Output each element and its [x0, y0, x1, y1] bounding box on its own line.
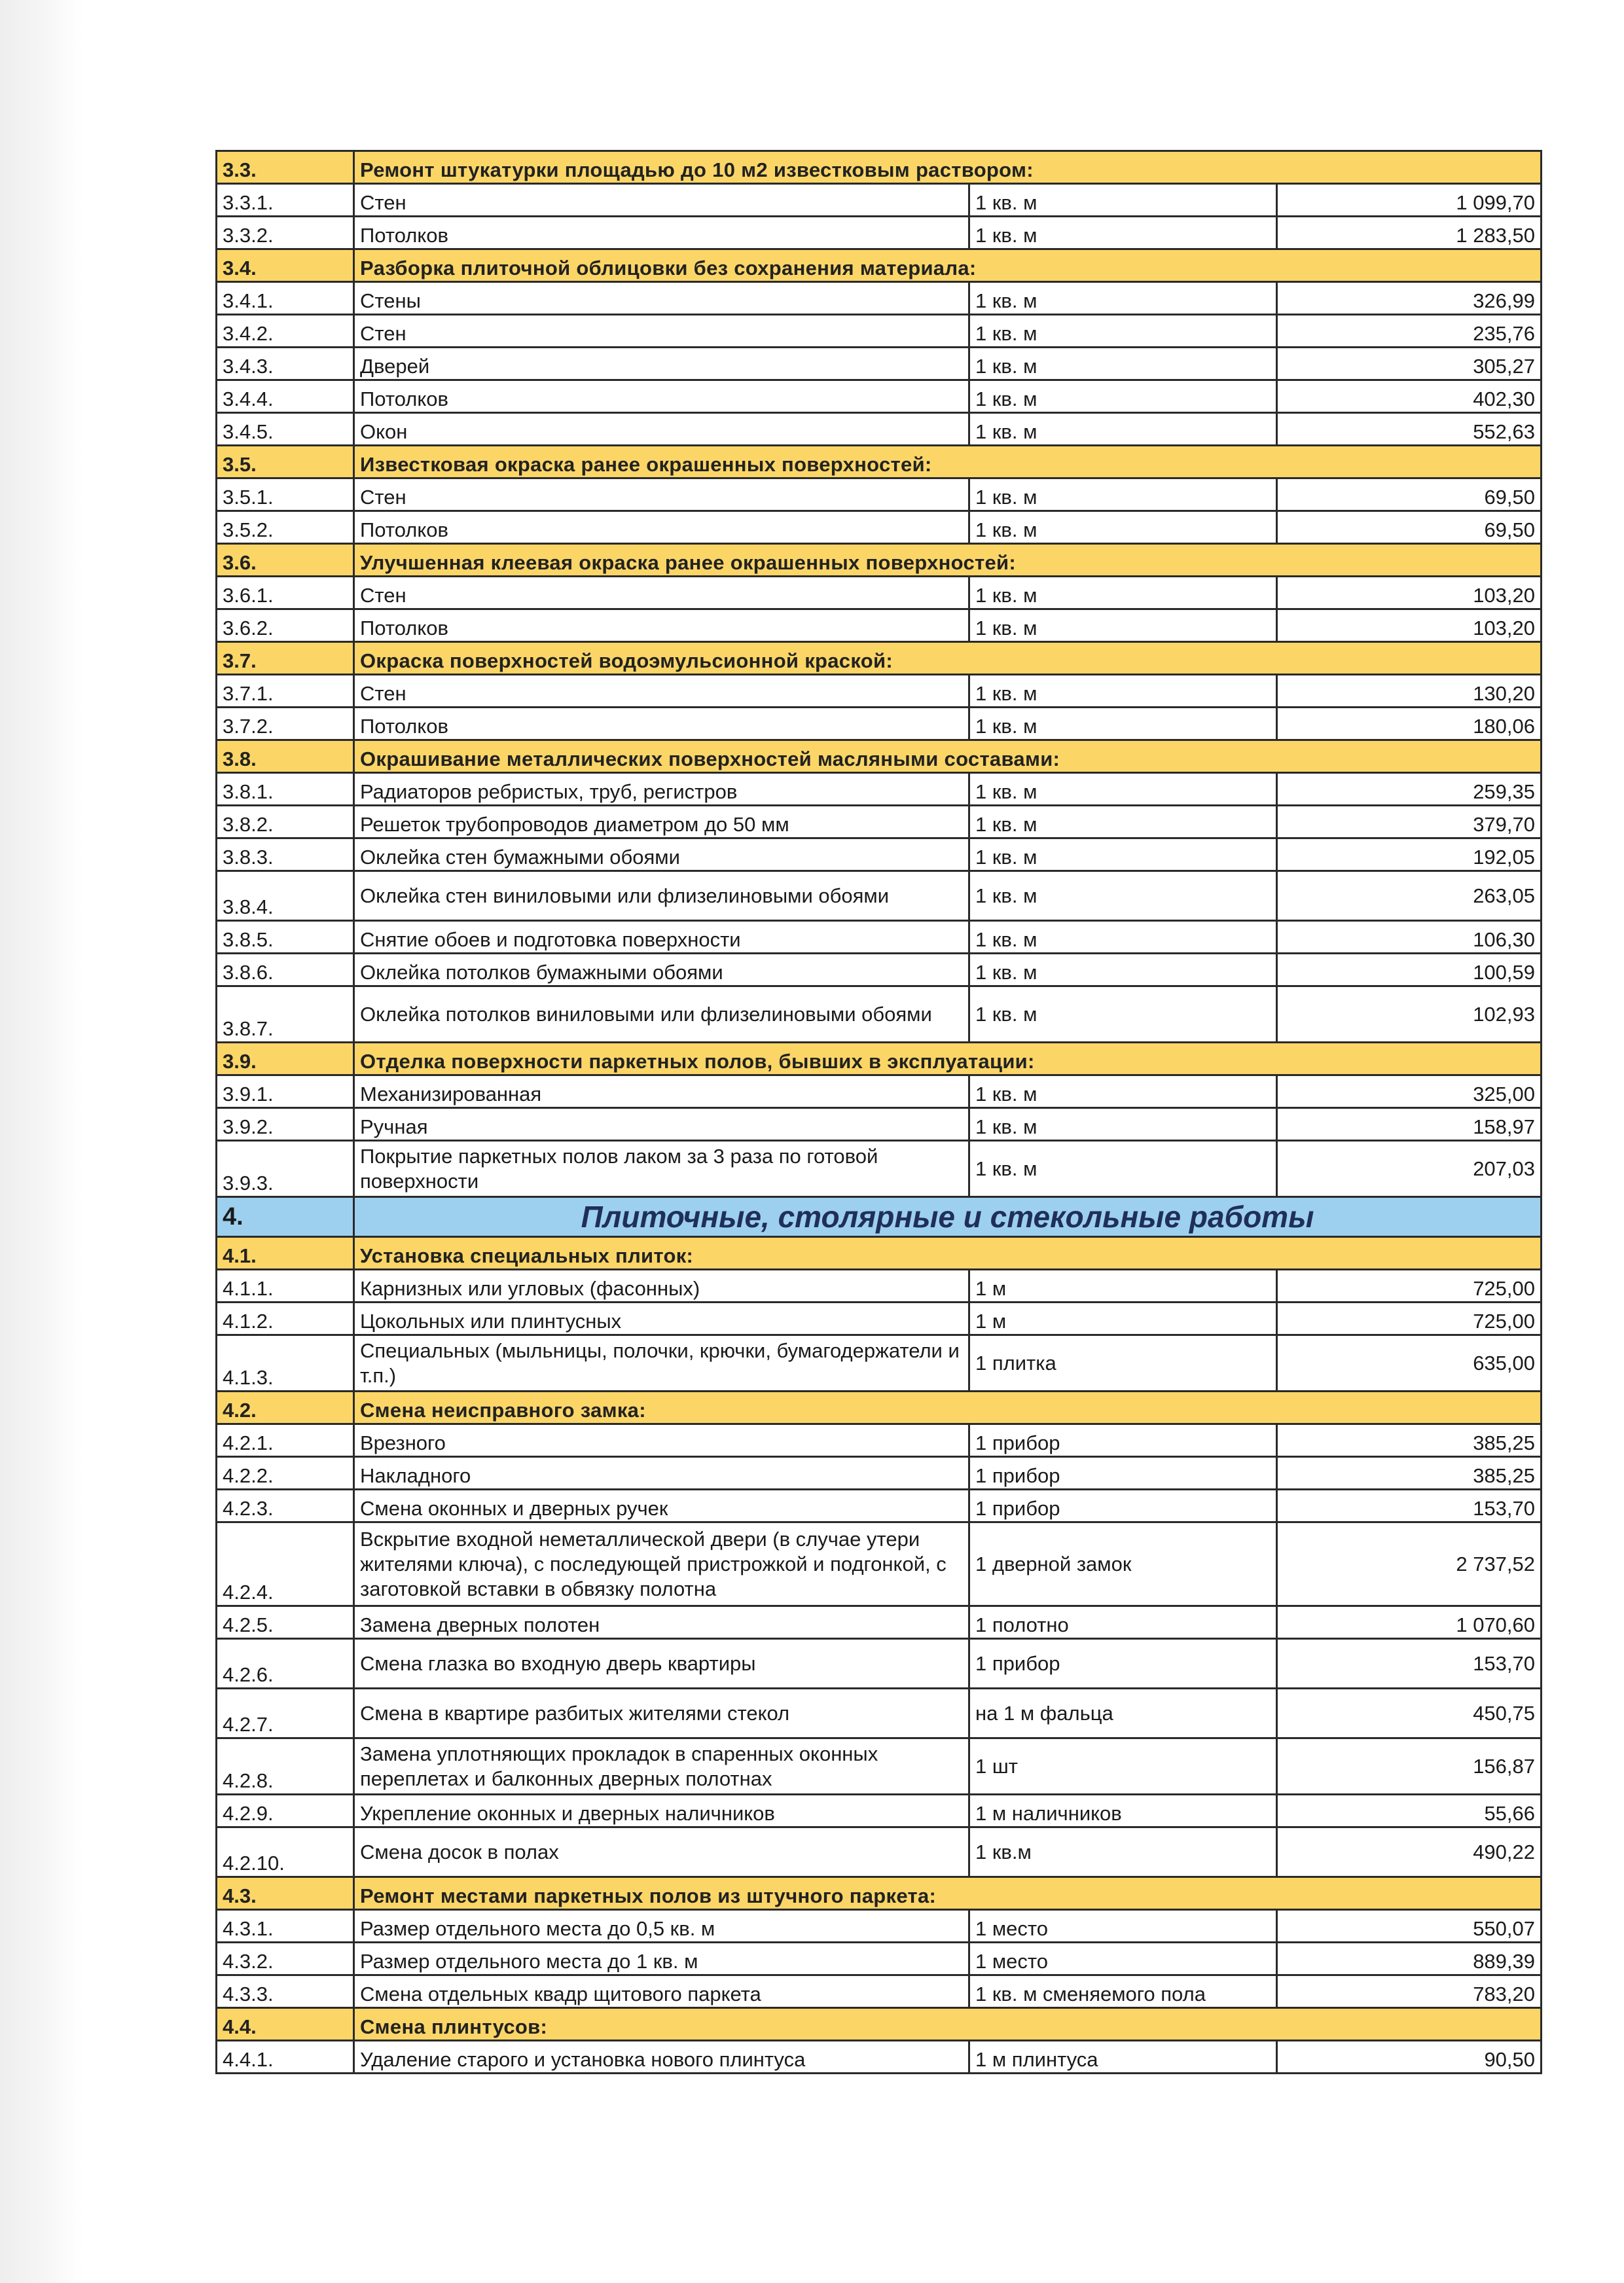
item-name: Окон [354, 413, 969, 446]
item-unit: 1 кв.м [969, 1827, 1277, 1877]
table-row [217, 986, 1542, 1043]
item-price: 102,93 [1277, 986, 1542, 1043]
table-row [217, 282, 1542, 315]
section-number: 3.4. [217, 249, 354, 282]
item-unit: 1 кв. м [969, 348, 1277, 380]
item-name: Оклейка потолков виниловыми или флизелиновыми обоями [354, 986, 969, 1043]
section-header-row [217, 446, 1542, 478]
item-price: 305,27 [1277, 348, 1542, 380]
table-row [217, 1639, 1542, 1689]
item-unit: 1 м [969, 1270, 1277, 1303]
item-number: 4.4.1. [217, 2041, 354, 2074]
item-name: Стен [354, 675, 969, 708]
section-title: Разборка плиточной облицовки без сохранения материала: [354, 249, 1542, 282]
item-number: 3.9.1. [217, 1075, 354, 1108]
table-row [217, 675, 1542, 708]
item-price: 550,07 [1277, 1910, 1542, 1943]
table-row [217, 1738, 1542, 1795]
table-row [217, 806, 1542, 838]
section-header-row [217, 1392, 1542, 1424]
item-number: 3.6.1. [217, 577, 354, 609]
item-number: 3.7.2. [217, 708, 354, 740]
item-price: 490,22 [1277, 1827, 1542, 1877]
section-number: 3.9. [217, 1043, 354, 1075]
section-number: 3.5. [217, 446, 354, 478]
item-name: Замена дверных полотен [354, 1606, 969, 1639]
item-number: 3.9.3. [217, 1141, 354, 1197]
price-table-body [217, 151, 1542, 2074]
section-header-row [217, 544, 1542, 577]
item-price: 192,05 [1277, 838, 1542, 871]
item-number: 3.8.2. [217, 806, 354, 838]
item-name: Решеток трубопроводов диаметром до 50 мм [354, 806, 969, 838]
section-title: Смена плинтусов: [354, 2008, 1542, 2041]
item-number: 4.1.3. [217, 1335, 354, 1392]
item-price: 100,59 [1277, 954, 1542, 986]
chapter-number: 4. [217, 1197, 354, 1237]
item-name: Радиаторов ребристых, труб, регистров [354, 773, 969, 806]
item-unit: 1 кв. м [969, 708, 1277, 740]
item-unit: 1 кв. м [969, 380, 1277, 413]
table-row [217, 1457, 1542, 1490]
item-name: Потолков [354, 708, 969, 740]
item-unit: 1 кв. м [969, 217, 1277, 249]
item-price: 103,20 [1277, 609, 1542, 642]
item-name: Карнизных или угловых (фасонных) [354, 1270, 969, 1303]
item-unit: 1 кв. м [969, 511, 1277, 544]
table-row [217, 1689, 1542, 1738]
item-number: 4.3.1. [217, 1910, 354, 1943]
item-price: 783,20 [1277, 1975, 1542, 2008]
item-unit: 1 прибор [969, 1457, 1277, 1490]
table-row [217, 1490, 1542, 1522]
item-unit: 1 кв. м [969, 1141, 1277, 1197]
table-row [217, 315, 1542, 348]
table-row [217, 2041, 1542, 2074]
item-price: 153,70 [1277, 1490, 1542, 1522]
table-row [217, 838, 1542, 871]
item-name: Цокольных или плинтусных [354, 1303, 969, 1335]
section-header-row [217, 1237, 1542, 1270]
section-title: Установка специальных плиток: [354, 1237, 1542, 1270]
table-row [217, 1141, 1542, 1197]
item-name: Потолков [354, 217, 969, 249]
table-row [217, 1795, 1542, 1827]
table-row [217, 1108, 1542, 1141]
chapter-title: Плиточные, столярные и стекольные работы [354, 1197, 1542, 1237]
item-price: 385,25 [1277, 1424, 1542, 1457]
item-number: 3.3.2. [217, 217, 354, 249]
table-row [217, 348, 1542, 380]
item-number: 4.3.3. [217, 1975, 354, 2008]
section-header-row [217, 1877, 1542, 1910]
item-unit: 1 кв. м [969, 773, 1277, 806]
item-price: 635,00 [1277, 1335, 1542, 1392]
table-row [217, 380, 1542, 413]
item-unit: 1 кв. м [969, 478, 1277, 511]
item-price: 2 737,52 [1277, 1522, 1542, 1606]
item-unit: 1 кв. м [969, 675, 1277, 708]
item-number: 4.2.1. [217, 1424, 354, 1457]
item-number: 4.3.2. [217, 1943, 354, 1975]
item-name: Ручная [354, 1108, 969, 1141]
section-title: Отделка поверхности паркетных полов, бывших в эксплуатации: [354, 1043, 1542, 1075]
section-number: 3.3. [217, 151, 354, 184]
item-name: Потолков [354, 511, 969, 544]
item-unit: 1 кв. м [969, 413, 1277, 446]
item-name: Удаление старого и установка нового плинтуса [354, 2041, 969, 2074]
item-price: 55,66 [1277, 1795, 1542, 1827]
section-number: 4.1. [217, 1237, 354, 1270]
table-row [217, 511, 1542, 544]
item-price: 103,20 [1277, 577, 1542, 609]
table-row [217, 184, 1542, 217]
item-price: 1 283,50 [1277, 217, 1542, 249]
item-name: Оклейка потолков бумажными обоями [354, 954, 969, 986]
item-number: 4.1.2. [217, 1303, 354, 1335]
item-name: Механизированная [354, 1075, 969, 1108]
item-unit: 1 место [969, 1943, 1277, 1975]
item-number: 3.5.1. [217, 478, 354, 511]
item-name: Потолков [354, 380, 969, 413]
item-name: Оклейка стен виниловыми или флизелиновыми обоями [354, 871, 969, 921]
item-price: 326,99 [1277, 282, 1542, 315]
item-price: 263,05 [1277, 871, 1542, 921]
table-row [217, 871, 1542, 921]
item-name: Укрепление оконных и дверных наличников [354, 1795, 969, 1827]
item-number: 3.8.4. [217, 871, 354, 921]
section-header-row [217, 740, 1542, 773]
item-number: 4.2.7. [217, 1689, 354, 1738]
item-name: Стен [354, 478, 969, 511]
table-row [217, 1975, 1542, 2008]
item-unit: 1 кв. м [969, 838, 1277, 871]
section-header-row [217, 2008, 1542, 2041]
item-name: Дверей [354, 348, 969, 380]
item-name: Размер отдельного места до 0,5 кв. м [354, 1910, 969, 1943]
section-number: 4.4. [217, 2008, 354, 2041]
section-header-row [217, 1043, 1542, 1075]
item-price: 552,63 [1277, 413, 1542, 446]
section-title: Ремонт штукатурки площадью до 10 м2 известковым раствором: [354, 151, 1542, 184]
item-name: Смена глазка во входную дверь квартиры [354, 1639, 969, 1689]
item-price: 207,03 [1277, 1141, 1542, 1197]
item-number: 3.8.1. [217, 773, 354, 806]
item-unit: 1 кв. м [969, 184, 1277, 217]
item-price: 450,75 [1277, 1689, 1542, 1738]
section-title: Известковая окраска ранее окрашенных поверхностей: [354, 446, 1542, 478]
item-unit: 1 место [969, 1910, 1277, 1943]
section-number: 4.2. [217, 1392, 354, 1424]
item-number: 3.4.1. [217, 282, 354, 315]
item-unit: на 1 м фальца [969, 1689, 1277, 1738]
item-price: 69,50 [1277, 478, 1542, 511]
table-row [217, 954, 1542, 986]
table-row [217, 577, 1542, 609]
section-title: Смена неисправного замка: [354, 1392, 1542, 1424]
section-number: 3.6. [217, 544, 354, 577]
item-number: 4.2.9. [217, 1795, 354, 1827]
item-price: 379,70 [1277, 806, 1542, 838]
table-row [217, 1270, 1542, 1303]
item-name: Покрытие паркетных полов лаком за 3 раза по готовой поверхности [354, 1141, 969, 1197]
table-row [217, 478, 1542, 511]
item-name: Стены [354, 282, 969, 315]
item-price: 1 070,60 [1277, 1606, 1542, 1639]
item-price: 725,00 [1277, 1303, 1542, 1335]
item-unit: 1 кв. м [969, 282, 1277, 315]
item-number: 4.2.8. [217, 1738, 354, 1795]
item-number: 3.8.7. [217, 986, 354, 1043]
table-row [217, 1827, 1542, 1877]
item-number: 4.2.3. [217, 1490, 354, 1522]
item-price: 325,00 [1277, 1075, 1542, 1108]
item-unit: 1 кв. м [969, 315, 1277, 348]
item-unit: 1 кв. м [969, 577, 1277, 609]
price-table [215, 150, 1542, 2074]
item-name: Оклейка стен бумажными обоями [354, 838, 969, 871]
item-unit: 1 м плинтуса [969, 2041, 1277, 2074]
item-name: Накладного [354, 1457, 969, 1490]
item-price: 235,76 [1277, 315, 1542, 348]
section-title: Окрашивание металлических поверхностей масляными составами: [354, 740, 1542, 773]
table-row [217, 1910, 1542, 1943]
item-name: Потолков [354, 609, 969, 642]
item-number: 3.4.4. [217, 380, 354, 413]
item-price: 130,20 [1277, 675, 1542, 708]
section-header-row [217, 151, 1542, 184]
item-price: 156,87 [1277, 1738, 1542, 1795]
table-row [217, 1075, 1542, 1108]
item-unit: 1 прибор [969, 1639, 1277, 1689]
item-price: 385,25 [1277, 1457, 1542, 1490]
item-price: 90,50 [1277, 2041, 1542, 2074]
section-title: Ремонт местами паркетных полов из штучного паркета: [354, 1877, 1542, 1910]
item-price: 402,30 [1277, 380, 1542, 413]
item-unit: 1 кв. м [969, 1075, 1277, 1108]
table-row [217, 1335, 1542, 1392]
item-number: 4.1.1. [217, 1270, 354, 1303]
item-name: Стен [354, 315, 969, 348]
table-row [217, 1424, 1542, 1457]
item-number: 4.2.5. [217, 1606, 354, 1639]
item-number: 3.4.3. [217, 348, 354, 380]
item-unit: 1 кв. м [969, 921, 1277, 954]
item-number: 4.2.10. [217, 1827, 354, 1877]
item-name: Смена в квартире разбитых жителями стекол [354, 1689, 969, 1738]
scan-edge-shadow [0, 0, 84, 2283]
table-row [217, 1522, 1542, 1606]
item-price: 725,00 [1277, 1270, 1542, 1303]
item-number: 3.8.5. [217, 921, 354, 954]
item-name: Врезного [354, 1424, 969, 1457]
section-header-row [217, 642, 1542, 675]
item-price: 153,70 [1277, 1639, 1542, 1689]
item-name: Специальных (мыльницы, полочки, крючки, бумагодержатели и т.п.) [354, 1335, 969, 1392]
item-number: 3.4.5. [217, 413, 354, 446]
item-price: 69,50 [1277, 511, 1542, 544]
item-unit: 1 кв. м сменяемого пола [969, 1975, 1277, 2008]
item-number: 3.5.2. [217, 511, 354, 544]
item-price: 180,06 [1277, 708, 1542, 740]
item-unit: 1 прибор [969, 1490, 1277, 1522]
item-unit: 1 прибор [969, 1424, 1277, 1457]
item-price: 259,35 [1277, 773, 1542, 806]
item-unit: 1 кв. м [969, 609, 1277, 642]
section-number: 3.8. [217, 740, 354, 773]
item-name: Замена уплотняющих прокладок в спаренных оконных переплетах и балконных дверных полотнах [354, 1738, 969, 1795]
item-number: 3.7.1. [217, 675, 354, 708]
item-unit: 1 м [969, 1303, 1277, 1335]
table-row [217, 609, 1542, 642]
item-unit: 1 плитка [969, 1335, 1277, 1392]
table-row [217, 1303, 1542, 1335]
table-row [217, 217, 1542, 249]
item-unit: 1 кв. м [969, 806, 1277, 838]
section-header-row [217, 249, 1542, 282]
section-number: 3.7. [217, 642, 354, 675]
item-number: 3.3.1. [217, 184, 354, 217]
section-title: Улучшенная клеевая окраска ранее окрашенных поверхностей: [354, 544, 1542, 577]
table-row [217, 1606, 1542, 1639]
item-unit: 1 кв. м [969, 871, 1277, 921]
item-unit: 1 кв. м [969, 954, 1277, 986]
item-number: 3.8.6. [217, 954, 354, 986]
item-number: 3.6.2. [217, 609, 354, 642]
table-row [217, 773, 1542, 806]
item-unit: 1 м наличников [969, 1795, 1277, 1827]
item-number: 3.9.2. [217, 1108, 354, 1141]
item-name: Стен [354, 577, 969, 609]
item-number: 4.2.2. [217, 1457, 354, 1490]
item-price: 889,39 [1277, 1943, 1542, 1975]
item-unit: 1 полотно [969, 1606, 1277, 1639]
table-row [217, 921, 1542, 954]
item-name: Смена оконных и дверных ручек [354, 1490, 969, 1522]
table-row [217, 708, 1542, 740]
item-number: 4.2.6. [217, 1639, 354, 1689]
item-number: 4.2.4. [217, 1522, 354, 1606]
item-name: Стен [354, 184, 969, 217]
item-price: 1 099,70 [1277, 184, 1542, 217]
item-name: Снятие обоев и подготовка поверхности [354, 921, 969, 954]
item-unit: 1 кв. м [969, 986, 1277, 1043]
chapter-header-row [217, 1197, 1542, 1237]
item-name: Смена досок в полах [354, 1827, 969, 1877]
item-unit: 1 кв. м [969, 1108, 1277, 1141]
item-number: 3.8.3. [217, 838, 354, 871]
item-unit: 1 шт [969, 1738, 1277, 1795]
section-number: 4.3. [217, 1877, 354, 1910]
table-row [217, 413, 1542, 446]
table-row [217, 1943, 1542, 1975]
item-unit: 1 дверной замок [969, 1522, 1277, 1606]
item-name: Вскрытие входной неметаллической двери (в случае утери жителями ключа), с последующей пристрожкой и подгонкой, с заготовкой вставки в обвязку полотна [354, 1522, 969, 1606]
item-number: 3.4.2. [217, 315, 354, 348]
item-name: Смена отдельных квадр щитового паркета [354, 1975, 969, 2008]
item-name: Размер отдельного места до 1 кв. м [354, 1943, 969, 1975]
item-price: 106,30 [1277, 921, 1542, 954]
item-price: 158,97 [1277, 1108, 1542, 1141]
section-title: Окраска поверхностей водоэмульсионной краской: [354, 642, 1542, 675]
